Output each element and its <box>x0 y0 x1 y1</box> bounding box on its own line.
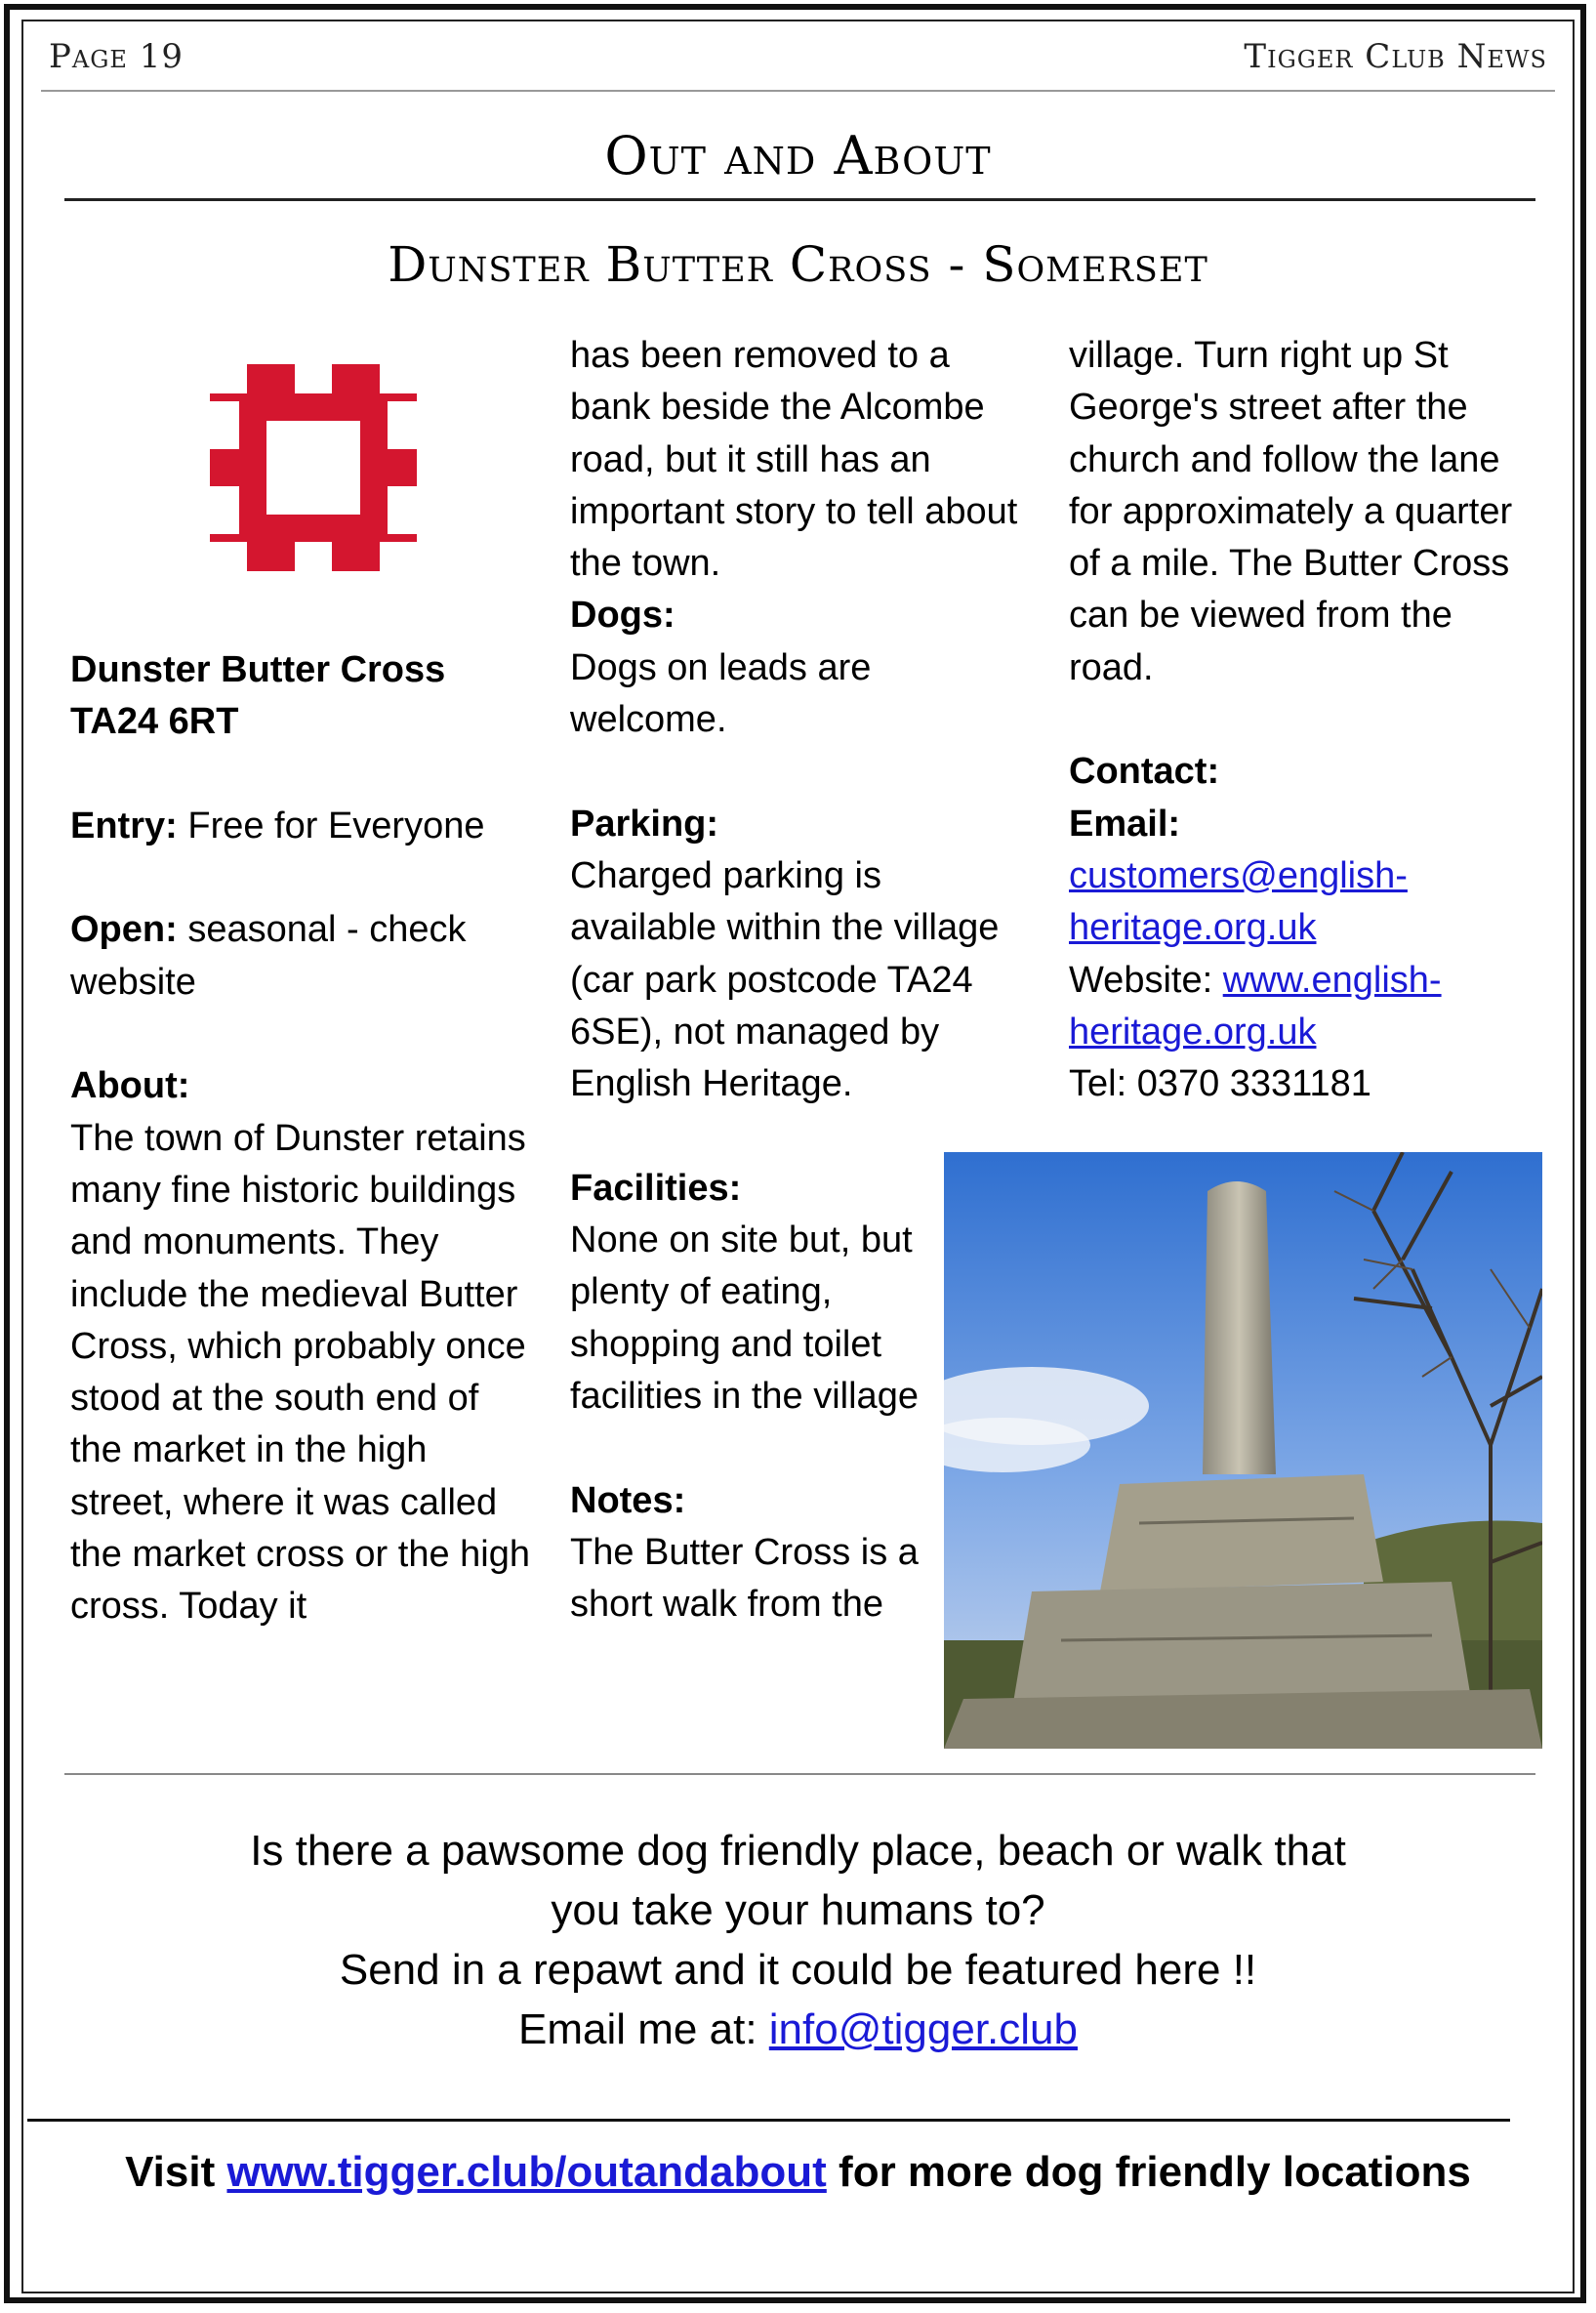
footer-divider <box>27 2119 1510 2122</box>
footer-prefix: Visit <box>125 2148 216 2196</box>
publication-name: Tigger Club News <box>1244 37 1547 76</box>
entry-label: Entry: <box>70 805 178 847</box>
parking-label: Parking: <box>570 803 719 845</box>
contact-label: Contact: <box>1069 751 1220 793</box>
open-value: seasonal - check website <box>70 909 467 1003</box>
facilities-label: Facilities: <box>570 1167 742 1209</box>
call-to-action <box>0 1821 1596 2059</box>
cta-line-2: you take your humans to? <box>551 1886 1045 1934</box>
about-text: The town of Dunster retains many fine historic buildings and monuments. They include the medieval Butter Cross, which probably once stood at the south end of the market in the high street, where it was called the market cross or the high cross. Today it <box>70 1117 530 1628</box>
header-divider <box>41 90 1555 92</box>
website-label: Website: <box>1069 959 1213 1001</box>
contact-email-link[interactable]: customers@english-heritage.org.uk <box>1069 854 1408 949</box>
contact-tel: Tel: 0370 3331181 <box>1069 1063 1371 1105</box>
column-1 <box>70 644 539 1633</box>
column-3 <box>1069 330 1537 1110</box>
footer-suffix: for more dog friendly locations <box>839 2148 1471 2196</box>
cta-line-3: Send in a repawt and it could be featured here !! <box>339 1946 1257 1994</box>
notes-text-continued: village. Turn right up St George's street after the church and follow the lane for approximately a quarter of a mile. The Butter Cross can be viewed from the road. <box>1069 335 1513 688</box>
entry-info <box>70 801 539 852</box>
footer <box>0 2148 1596 2197</box>
cta-line-1: Is there a pawsome dog friendly place, beach or walk that <box>250 1827 1346 1875</box>
section-divider <box>64 198 1535 201</box>
dogs-label: Dogs: <box>570 595 675 637</box>
dogs-text: Dogs on leads are welcome. <box>570 646 872 741</box>
cta-divider <box>64 1773 1535 1775</box>
notes-text: The Butter Cross is a short walk from the <box>570 1531 919 1626</box>
about-text-continued: has been removed to a bank beside the Alcombe road, but it still has an important story to tell about the town. <box>570 335 1018 585</box>
entry-value: Free for Everyone <box>187 805 485 847</box>
section-title: Out and About <box>604 125 992 186</box>
open-label: Open: <box>70 909 178 951</box>
about-label: About: <box>70 1065 190 1107</box>
place-name: Dunster Butter Cross <box>70 649 446 690</box>
page-number: Page 19 <box>49 37 184 76</box>
notes-label: Notes: <box>570 1479 686 1521</box>
cta-email-link[interactable]: info@tigger.club <box>768 2005 1078 2053</box>
english-heritage-logo-icon <box>210 364 417 571</box>
parking-text: Charged parking is available within the village (car park postcode TA24 6SE), not managed by English Heritage. <box>570 854 1000 1105</box>
facilities-text: None on site but, but plenty of eating, shopping and toilet facilities in the village <box>570 1219 919 1417</box>
contact-website-link[interactable]: www.english-heritage.org.uk <box>1069 959 1442 1053</box>
cta-email-prefix: Email me at: <box>518 2005 757 2053</box>
footer-link[interactable]: www.tigger.club/outandabout <box>226 2148 827 2196</box>
email-label: Email: <box>1069 803 1181 845</box>
open-info <box>70 904 539 1009</box>
place-postcode: TA24 6RT <box>70 701 239 743</box>
butter-cross-photo <box>944 1152 1542 1749</box>
article-title: Dunster Butter Cross - Somerset <box>388 236 1208 293</box>
